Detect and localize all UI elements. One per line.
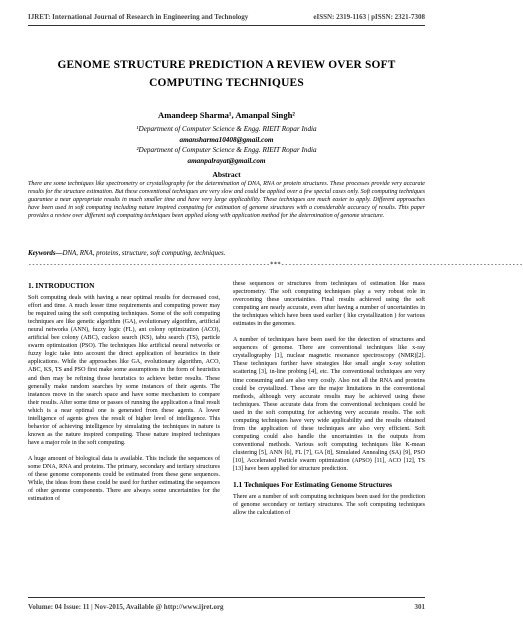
paragraph: A number of techniques have been used for the detection of structures and sequences of genome. There are conventional techniques like x-ray crystallography [1], nuclear magnetic resonance spectroscopy (NMR)[2]. These techniques further have strategies like small angle x-ray solution scattering [3], in-line probing [4], etc. The conventional techniques are very time consuming and are also very costly. Also not all the RNA and proteins could be crystallized. These are the major limitations in the conventional methods, although very accurate results may be achieved using these techniques. These accurate data from the conventional techniques could be used in the soft computing for achieving very accurate results. The soft computing techniques have very wide applicability and the results obtained from the application of these techniques are also very efficient. Soft computing could also handle the uncertainties in the outputs from conventional methods. Various soft computing techniques like K-mean clustering [5], ANN [6], FL [7], GA [8], Simulated Annealing (SA) [9], PSO [10], Accelerated Particle swarm optimization (APSO) [11], ACO [12], TS [13] have been applied for structure prediction.: [233, 337, 425, 473]
title-line-1: GENOME STRUCTURE PREDICTION A REVIEW OVER SOFT: [57, 59, 396, 71]
running-header: [28, 13, 425, 21]
keywords-label: Keywords—: [28, 250, 63, 257]
issn: eISSN: 2319-1163 | pISSN: 2321-7308: [313, 13, 425, 21]
paragraph: A huge amount of biological data is available. This include the sequences of some DNA, RNA and proteins. The primary, secondary and tertiary structures of these genome components could be estimated from these gene sequences. While, the ideas from these could be used for further estimating the sequences of other genome components. There are always some uncertainties for the estimation of: [28, 455, 220, 503]
footer-rule: [28, 597, 425, 598]
paragraph: these sequences or structures from techniques of estimation like mass spectrometry. The soft computing techniques play a very robust role in overcoming these uncertainties. Final results achieved using the soft computing are nearly accurate, even after having a number of uncertainties in the techniques which have been used earlier ( like crystallization ) for various estimates in the genomes.: [233, 281, 425, 328]
right-column: [233, 280, 425, 525]
paragraph: There are a number of soft computing techniques been used for the prediction of genome secondary or tertiary structures. The soft computing techniques allow the calculation of: [233, 494, 425, 517]
running-footer: [28, 603, 425, 611]
title-line-2: COMPUTING TECHNIQUES: [149, 77, 304, 89]
left-column: [28, 282, 220, 511]
affiliations: [28, 124, 425, 166]
email-1: amansharma10408@gmail.com: [179, 135, 274, 144]
subsection-heading: 1.1 Techniques For Estimating Genome Structures: [233, 480, 393, 490]
abstract-text: There are some techniques like spectrometry or crystallography for the determination of DNA, RNA or protein structures. These processes provide very accurate results for the structure estimation. But these conventional techniques are very slow and could be applied over a few special cases only. Soft computing techniques guarantee a near appropriate results in much smaller time and have very large applicability. These techniques are much easier to apply. Different approaches have been used in soft computing including nature inspired computing for estimation of genome structures with a considerable accuracy of results. This paper provides a review over different soft computing techniques been applied along with application method for the determination of genome structure.: [28, 181, 425, 220]
page-number: 301: [414, 603, 425, 611]
email-2: amanpalrayat@gmail.com: [187, 156, 266, 165]
keywords-text: DNA, RNA, proteins, structure, soft computing, techniques.: [62, 250, 226, 257]
affiliation-1: ¹Department of Computer Science & Engg. RIEIT Ropar India: [136, 125, 317, 133]
keywords: [28, 250, 425, 257]
paper-title: [28, 56, 425, 92]
section-separator: -------------------------------------------------------------------***-------------------------------------------------------------------: [28, 261, 523, 268]
volume-info: Volume: 04 Issue: 11 | Nov-2015, Available @ http://www.ijret.org: [28, 603, 224, 611]
affiliation-2: ²Department of Computer Science & Engg. RIEIT Ropar India: [136, 146, 317, 154]
paragraph: Soft computing deals with having a near optimal results for decreased cost, effort and time. A much lesser time requirements and computing power may be required using the soft computing techniques. Some of the soft computing techniques are like genetic algorithm (GA), evolutionary algorithm, artificial neural networks (ANN), fuzzy logic (FL), ant colony optimization (ACO), artificial bee colony (ABC), cuckoo search (KS), tabu search (TS), particle swarm optimization (PSO). The techniques like artificial neural networks or fuzzy logic take into account the direct application of heuristics in their applications. While the approaches like GA, evolutionary algorithm, ACO, ABC, KS, TS and PSO first make some assumptions in the form of heuristics and then may be refining those heuristics to achieve better results. These generally make random searches by some instances of their agents. The instances move in the search space and have some mechanism to compare their results. After some time or passes of running the application a final result which is a near optimal one is generated from these agents. A lower intelligence of agents gives the result of higher level of intelligence. This behavior of achieving intelligence by simulating the techniques in nature is known as the nature inspired computing. These nature inspired techniques have a major role in the soft computing.: [28, 295, 220, 446]
section-heading-introduction: 1. INTRODUCTION: [28, 281, 95, 290]
abstract-heading: Abstract: [212, 170, 241, 179]
author-list: Amandeep Sharma¹, Amanpal Singh²: [158, 110, 295, 120]
journal-name: IJRET: International Journal of Research in Engineering and Technology: [28, 13, 249, 21]
header-rule: [28, 25, 425, 26]
